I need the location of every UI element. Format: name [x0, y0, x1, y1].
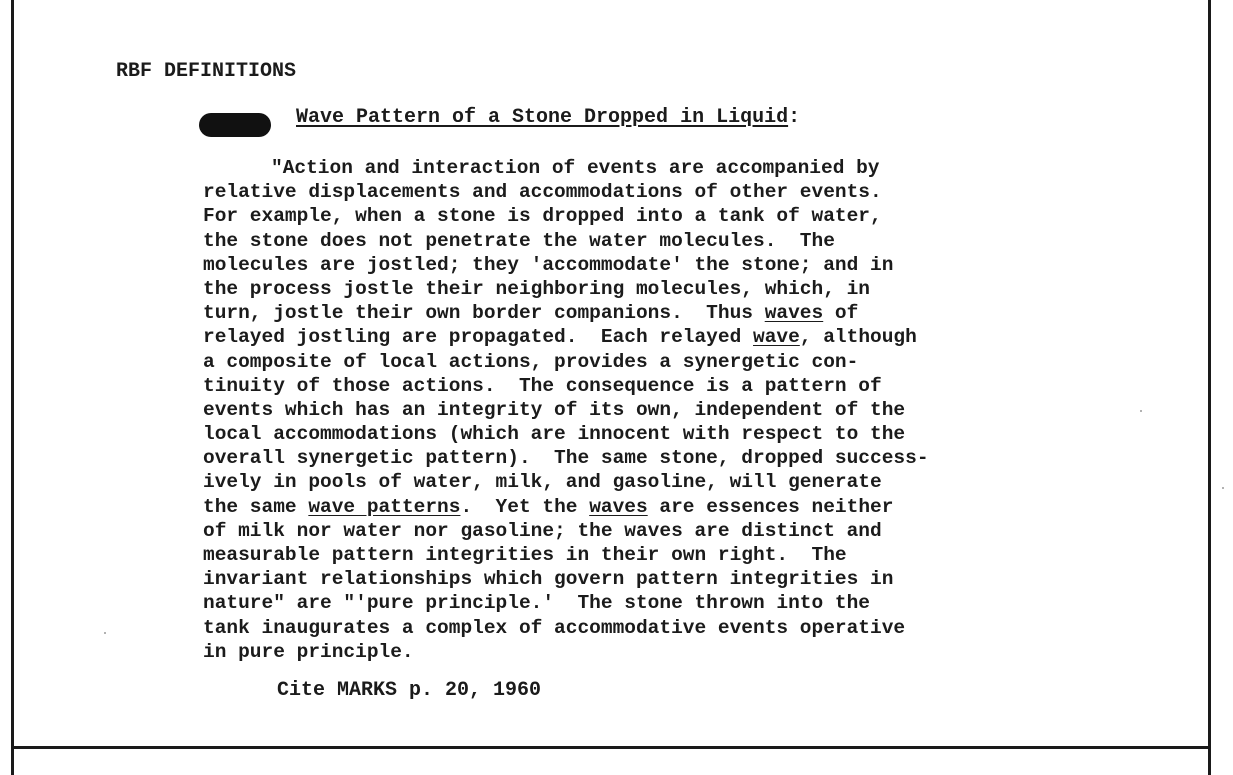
- document-header: RBF DEFINITIONS: [116, 60, 297, 83]
- body-line: [203, 495, 1103, 519]
- paper-speck: [1222, 487, 1224, 489]
- body-line: [203, 156, 1103, 180]
- body-line: [203, 616, 1103, 640]
- body-text-segment: nature" are "'pure principle.' The stone thrown into the: [203, 592, 871, 615]
- underlined-term: waves: [764, 302, 824, 325]
- body-text-segment: of: [823, 302, 859, 325]
- body-text-segment: events which has an integrity of its own, independent of the: [203, 398, 906, 421]
- paper-speck: [104, 632, 106, 634]
- body-text-segment: are essences neither: [647, 495, 894, 518]
- body-line: [203, 640, 1103, 664]
- body-text-segment: "Action and interaction of events are accompanied by: [271, 157, 880, 179]
- body-line: [203, 301, 1103, 325]
- body-line: [203, 253, 1103, 277]
- body-text-segment: For example, when a stone is dropped into a tank of water,: [203, 205, 882, 228]
- body-text-segment: measurable pattern integrities in their own right. The: [203, 544, 847, 566]
- body-text-segment: invariant relationships which govern pattern integrities in: [203, 568, 894, 591]
- body-line: [203, 567, 1103, 591]
- definition-title: Wave Pattern of a Stone Dropped in Liquid: [296, 106, 789, 129]
- body-line: [203, 350, 1103, 374]
- body-line: [203, 543, 1103, 567]
- body-line: [203, 446, 1103, 470]
- body-line: [203, 422, 1103, 446]
- underlined-term: waves: [589, 495, 648, 518]
- body-text-segment: tinuity of those actions. The consequence is a pattern of: [203, 374, 882, 397]
- body-line: [203, 325, 1103, 349]
- body-line: [203, 229, 1103, 253]
- body-text-segment: , although: [799, 326, 917, 349]
- body-text-segment: . Yet the: [460, 495, 590, 518]
- paper-speck: [1140, 410, 1142, 412]
- body-line: [203, 180, 1103, 204]
- citation: Cite MARKS p. 20, 1960: [277, 679, 542, 702]
- body-text-segment: a composite of local actions, provides a synergetic con-: [203, 350, 859, 373]
- body-line: [203, 470, 1103, 494]
- underlined-term: wave patterns: [308, 495, 461, 518]
- body-text-segment: relayed jostling are propagated. Each relayed: [203, 326, 753, 349]
- body-text-segment: molecules are jostled; they 'accommodate' the stone; and in: [203, 253, 894, 276]
- body-text-segment: overall synergetic pattern). The same stone, dropped success-: [203, 447, 929, 470]
- body-text-segment: the stone does not penetrate the water molecules. The: [203, 229, 835, 252]
- body-text-segment: ively in pools of water, milk, and gasoline, will generate: [203, 471, 882, 494]
- definition-title-line: [296, 106, 800, 129]
- next-card-edge: [11, 749, 1211, 775]
- body-text-segment: local accommodations (which are innocent with respect to the: [203, 423, 906, 446]
- body-line: [203, 277, 1103, 301]
- title-colon: :: [788, 106, 801, 129]
- body-text-segment: of milk nor water nor gasoline; the waves are distinct and: [203, 519, 882, 542]
- body-line: [203, 204, 1103, 228]
- underlined-term: wave: [753, 326, 800, 349]
- body-text-segment: in pure principle.: [203, 640, 414, 663]
- body-line: [203, 374, 1103, 398]
- redaction-mark: [199, 113, 271, 137]
- body-text-segment: the same: [203, 495, 309, 518]
- body-text-segment: the process jostle their neighboring molecules, which, in: [203, 277, 871, 300]
- body-line: [203, 519, 1103, 543]
- definition-body: [203, 156, 1103, 664]
- body-line: [203, 398, 1103, 422]
- body-line: [203, 591, 1103, 615]
- body-text-segment: turn, jostle their own border companions. Thus: [203, 302, 765, 325]
- body-text-segment: tank inaugurates a complex of accommodative events operative: [203, 616, 906, 639]
- body-text-segment: relative displacements and accommodations of other events.: [203, 181, 882, 204]
